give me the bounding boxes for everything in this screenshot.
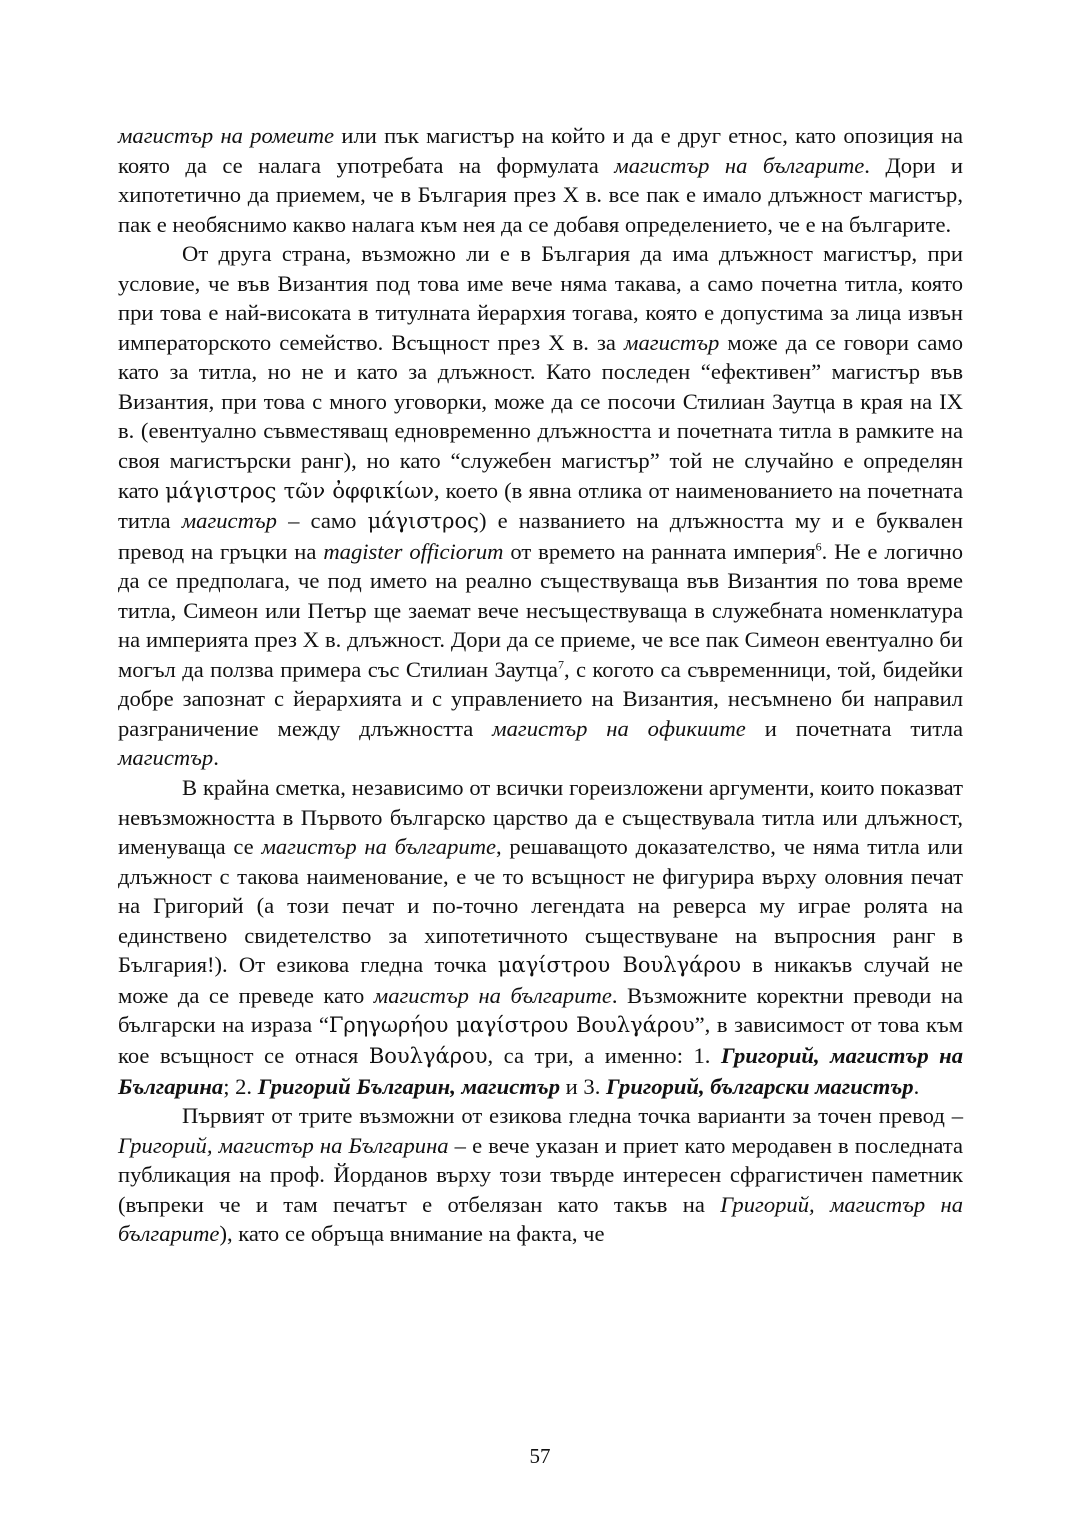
text-run: – е вече указан и приет като меродавен в последната публикация на проф. Йорданов върху този твърде интересен сфрагистичен паметник (въпреки че и там печатът е отбелязан като такъв на xyxy=(118,1132,963,1217)
italic-phrase: магистър на ромеите xyxy=(118,123,335,148)
paragraph-4 xyxy=(118,1101,963,1249)
text-run: От друга страна, възможно ли е в България да има длъжност магистър, при условие, че във Византия под това име вече няма такава, а само почетна титла, която при това е най-високата в титулната йерархия тогава, която е допустима за лица извън императорското семейство. Всъщност през Х в. за xyxy=(118,241,963,355)
italic-phrase: Григорий, магистър на българите xyxy=(118,1191,964,1247)
paragraph-1 xyxy=(118,121,963,239)
text-run: и почетната титла xyxy=(745,715,963,741)
greek-phrase: μάγιστρος xyxy=(367,509,479,534)
footnote-ref: 6 xyxy=(815,539,822,554)
bold-italic-phrase: Григорий Българин, магистър xyxy=(257,1073,561,1099)
text-run: ) е названието на длъжността му и е буквален превод на гръцки на xyxy=(118,508,964,564)
italic-phrase: магистър на офикиите xyxy=(492,715,746,741)
greek-phrase: μάγιστρος τῶν ὀφφικίων xyxy=(165,478,434,503)
italic-phrase: магистър на българите xyxy=(614,152,865,178)
italic-phrase: магистър xyxy=(181,508,277,534)
text-run: в никакъв случай не може да се преведе като xyxy=(118,952,963,1008)
text-run: . Възможните коректни преводи на български на израза “ xyxy=(118,982,963,1038)
italic-phrase: магистър на българите xyxy=(373,982,612,1008)
bold-italic-phrase: Григорий, български магистър xyxy=(606,1073,914,1099)
italic-phrase: магистър на българите xyxy=(261,834,497,860)
greek-phrase: Γρηγωρήου μαγίστρου Βουλγάρου xyxy=(328,1013,695,1038)
text-run: В крайна сметка, независимо от всички гореизложени аргументи, които показват невъзможността в Първото българско царство да е съществувала титла или длъжност, именуваща се xyxy=(118,775,963,860)
text-run: и 3. xyxy=(560,1073,606,1099)
text-run: , което (в явна отлика от наименованието на почетната титла xyxy=(118,477,964,534)
bold-italic-phrase: Григорий, магистър на Българина xyxy=(118,1042,963,1099)
text-run: , са три, а именно: 1. xyxy=(487,1042,721,1068)
text-run: . xyxy=(213,745,219,771)
italic-phrase: magister officiorum xyxy=(323,538,504,564)
text-run: , решаващото доказателство, че няма титла или длъжност с такова наименование, е че то всъщност не фигурира върху оловния печат на Григорий (а този печат и по-точно легендата на реверса му играе ролята на единствено свидетелство за хипотетичното съществуване на въпросния ранг в България!). От езикова гледна точка xyxy=(118,834,963,978)
text-run: ), като се обръща внимание на факта, че xyxy=(219,1221,605,1247)
italic-phrase: магистър xyxy=(118,745,214,771)
body-text xyxy=(118,121,963,1249)
text-run: . xyxy=(913,1073,920,1099)
text-run: ; 2. xyxy=(223,1073,258,1099)
italic-phrase: магистър xyxy=(624,329,720,355)
text-run: ”, в зависимост от това към кое всъщност се отнася xyxy=(118,1012,963,1068)
text-run: , с когото са съвременници, той, бидейки добре запознат с йерархията и с управлението на Византия, несъмнено би направил разграничение между длъжността xyxy=(118,656,963,741)
text-run: или пък магистър на който и да е друг етнос, като опозиция на която да се налага употребата на формулата xyxy=(118,123,963,178)
paragraph-2 xyxy=(118,239,963,773)
paragraph-3 xyxy=(118,773,963,1101)
text-run: – само xyxy=(276,508,368,534)
greek-phrase: Βουλγάρου xyxy=(368,1043,488,1068)
text-run: от времето на ранната империя xyxy=(503,538,816,564)
text-run: Първият от трите възможни от езикова гледна точка варианти за точен превод – xyxy=(182,1103,963,1129)
text-run: . Дори и хипотетично да приемем, че в България през Х в. все пак е имало длъжност магистър, пак е необяснимо какво налага към нея да се добавя определението, че е на българите. xyxy=(118,152,964,237)
greek-phrase: μαγίστρου Βουλγάρου xyxy=(497,953,742,978)
page-number: 57 xyxy=(529,1444,551,1468)
text-run: може да се говори само като за титла, но не и като за длъжност. Като последен “ефективен” магистър във Византия, при това с много уговорки, може да се посочи Стилиан Заутца в края на IХ в. (евентуално съвместяващ едновременно длъжността и почетната титла в рамките на своя магистърски ранг), но като “служебен магистър” той не случайно е определян като xyxy=(118,329,963,503)
text-run: . Не е логично да се предполага, че под името на реално съществуваща във Византия по това време титла, Симеон или Петър ще заемат вече несъществуваща в служебната номенклатура на империята през Х в. длъжност. Дори да се приеме, че все пак Симеон евентуално би могъл да ползва примера със Стилиан Заутца xyxy=(118,538,964,682)
footnote-ref: 7 xyxy=(557,657,564,672)
italic-phrase: Григорий, магистър на Българина xyxy=(118,1132,449,1158)
